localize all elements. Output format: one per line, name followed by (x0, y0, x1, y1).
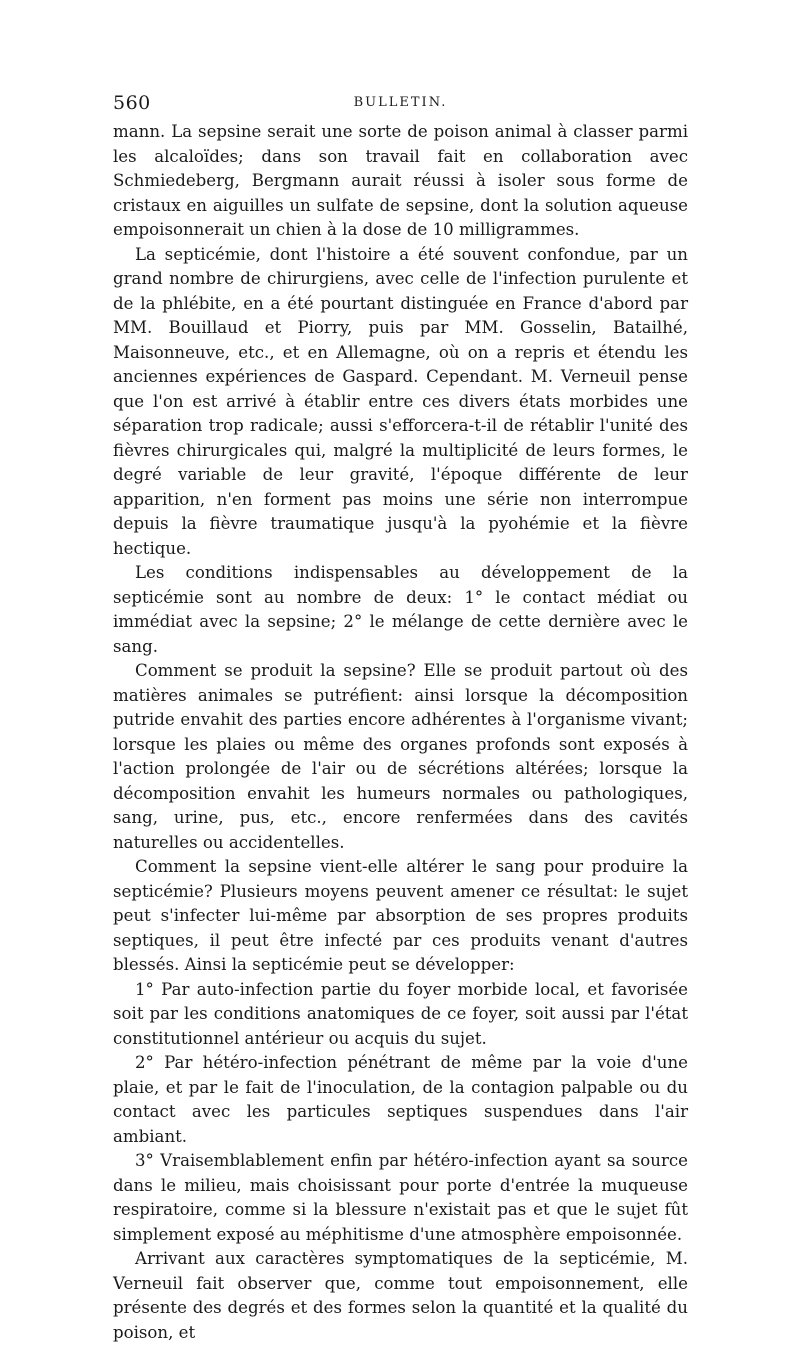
page (113, 92, 688, 1345)
body-text (113, 120, 688, 1345)
paragraph: mann. La sepsine serait une sorte de poison animal à classer parmi les alcaloïdes; dans son travail fait en collaboration avec Schmiedeberg, Bergmann aurait réussi à isoler sous forme de cristaux en aiguilles un sulfate de sepsine, dont la solution aqueuse empoisonnerait un chien à la dose de 10 milligrammes. (113, 122, 688, 239)
list-item: 1° Par auto-infection partie du foyer morbide local, et favorisée soit par les conditions anatomiques de ce foyer, soit aussi par l'état constitutionnel antérieur ou acquis du sujet. (113, 979, 688, 1048)
paragraph: Arrivant aux caractères symptomatiques de la septicémie, M. Verneuil fait observer que, comme tout empoisonnement, elle présente des degrés et des formes selon la quantité et la qualité du poison, et (113, 1249, 688, 1342)
list-item: 2° Par hétéro-infection pénétrant de même par la voie d'une plaie, et par le fait de l'inoculation, de la contagion palpable ou du contact avec les particules septiques suspendues dans l'air ambiant. (113, 1053, 688, 1146)
paragraph: La septicémie, dont l'histoire a été souvent confondue, par un grand nombre de chirurgiens, avec celle de l'infection purulente et de la phlébite, en a été pourtant distinguée en France d'abord par MM. Bouillaud et Piorry, puis par MM. Gosselin, Batailhé, Maisonneuve, etc., et en Allemagne, où on a repris et étendu les anciennes expériences de Gaspard. Cependant. M. Verneuil pense que l'on est arrivé à établir entre ces divers états morbides une séparation trop radicale; aussi s'efforcera-t-il de rétablir l'unité des fièvres chirurgicales qui, malgré la multiplicité de leurs formes, le degré variable de leur gravité, l'époque différente de leur apparition, n'en forment pas moins une série non interrompue depuis la fièvre traumatique jusqu'à la pyohémie et la fièvre hectique. (113, 244, 688, 558)
paragraph: Comment se produit la sepsine? Elle se produit partout où des matières animales se putréfient: ainsi lorsque la décomposition putride envahit des parties encore adhérentes à l'organisme vivant; lorsque les plaies ou même des organes profonds sont exposés à l'action prolongée de l'air ou de sécrétions altérées; lorsque la décomposition envahit les humeurs normales ou pathologiques, sang, urine, pus, etc., encore renfermées dans des cavités naturelles ou accidentelles. (113, 661, 688, 852)
paragraph: Comment la sepsine vient-elle altérer le sang pour produire la septicémie? Plusieurs moyens peuvent amener ce résultat: le sujet peut s'infecter lui-même par absorption de ses propres produits septiques, il peut être infecté par ces produits venant d'autres blessés. Ainsi la septicémie peut se développer: (113, 857, 688, 974)
page-number: 560 (113, 92, 151, 114)
page-header (113, 92, 688, 118)
paragraph: Les conditions indispensables au développement de la septicémie sont au nombre de deux: 1° le contact médiat ou immédiat avec la sepsine; 2° le mélange de cette dernière avec le sang. (113, 563, 688, 656)
running-title: BULLETIN. (353, 95, 448, 110)
list-item: 3° Vraisemblablement enfin par hétéro-infection ayant sa source dans le milieu, mais choisissant pour porte d'entrée la muqueuse respiratoire, comme si la blessure n'existait pas et que le sujet fût simplement exposé au méphitisme d'une atmosphère empoisonnée. (113, 1151, 688, 1244)
